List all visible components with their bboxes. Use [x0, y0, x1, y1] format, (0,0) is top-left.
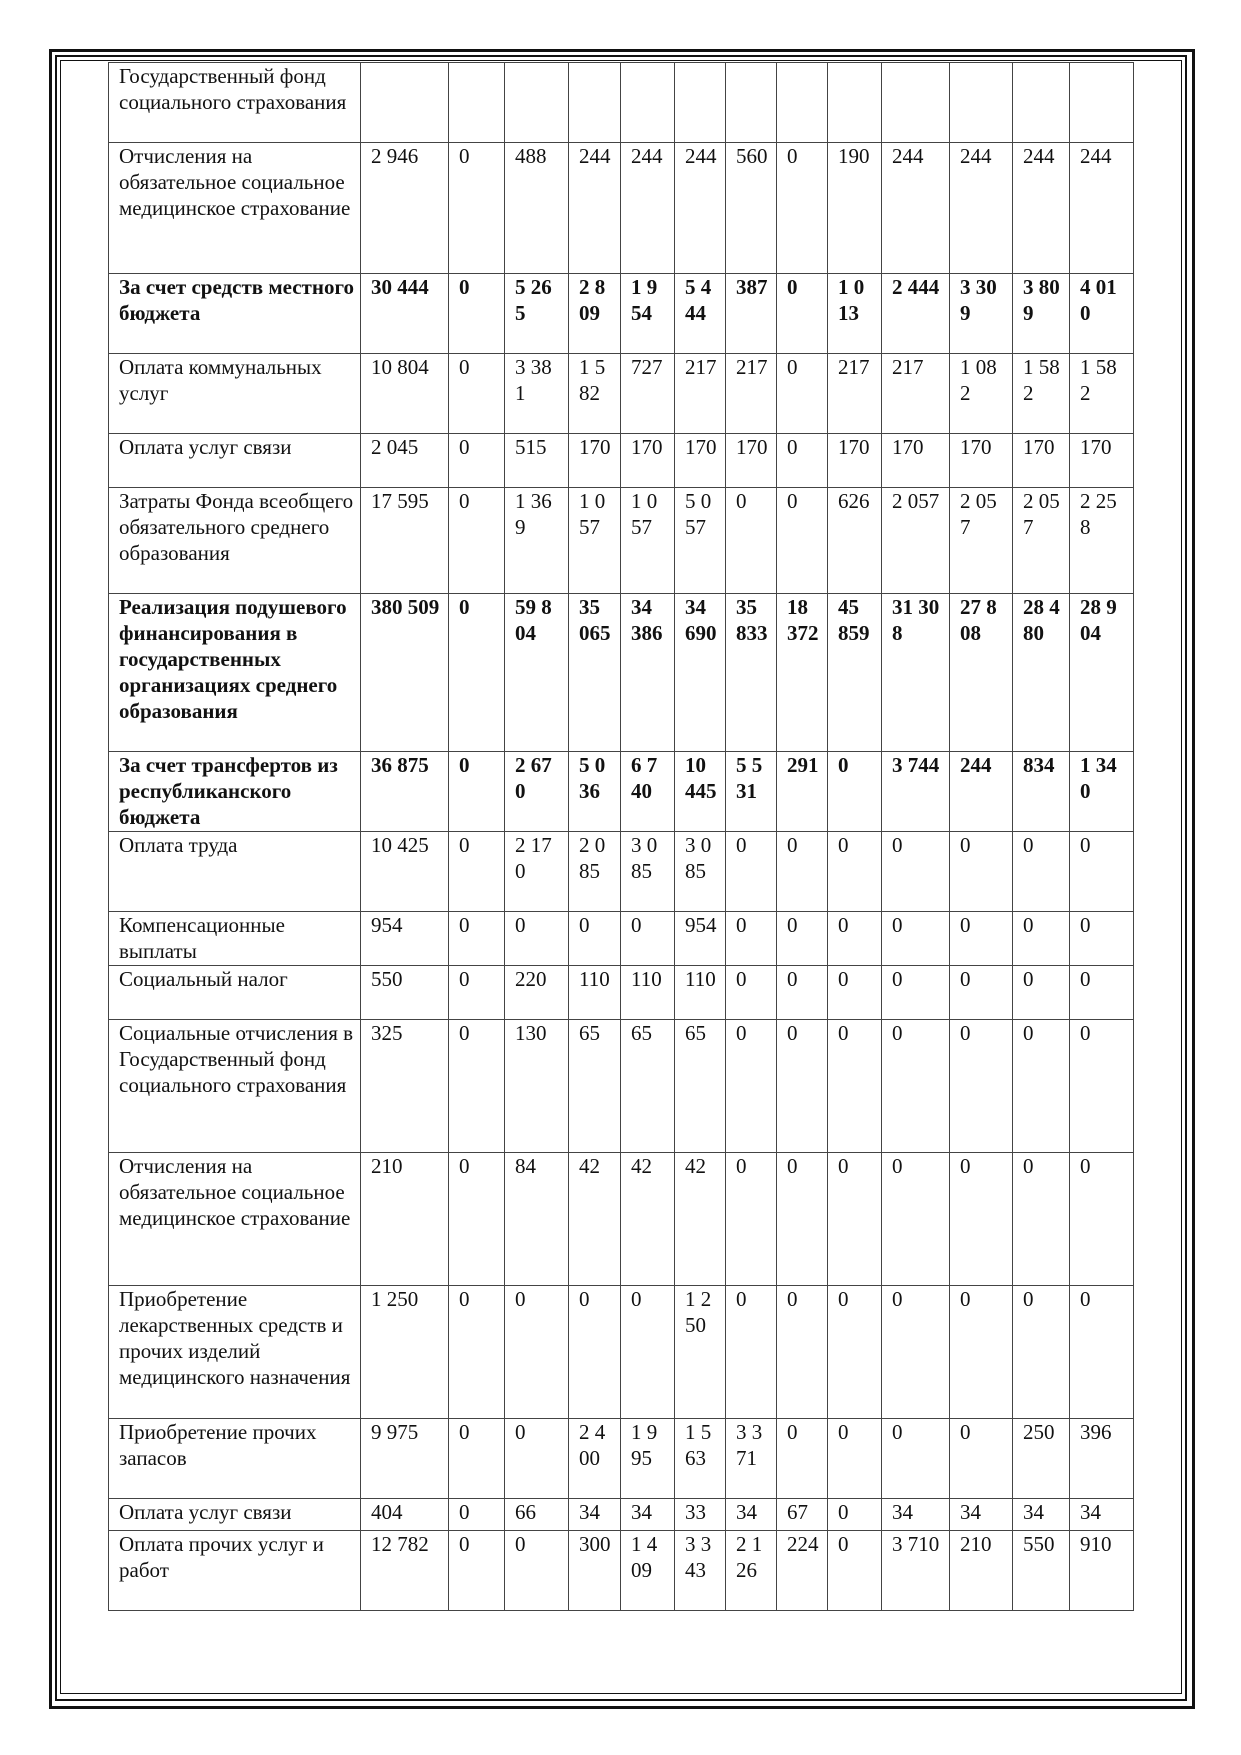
value-cell: 0 [726, 1020, 777, 1153]
value-cell: 250 [1013, 1419, 1070, 1499]
value-cell: 0 [569, 912, 621, 966]
value-cell: 1 013 [828, 274, 882, 354]
value-cell: 0 [449, 1531, 505, 1611]
value-cell: 244 [950, 752, 1013, 832]
value-cell: 0 [828, 1531, 882, 1611]
value-cell: 0 [777, 966, 828, 1020]
table-row [109, 434, 1134, 488]
value-cell: 170 [882, 434, 950, 488]
value-cell: 28 904 [1070, 594, 1134, 752]
value-cell: 0 [449, 1153, 505, 1286]
value-cell: 1 057 [569, 488, 621, 594]
value-cell: 515 [505, 434, 569, 488]
value-cell: 170 [950, 434, 1013, 488]
value-cell: 910 [1070, 1531, 1134, 1611]
value-cell: 0 [449, 1286, 505, 1419]
value-cell: 0 [621, 912, 675, 966]
table-row [109, 143, 1134, 274]
row-label: Оплата труда [109, 832, 361, 912]
value-cell: 396 [1070, 1419, 1134, 1499]
value-cell: 0 [505, 1531, 569, 1611]
value-cell: 0 [950, 1020, 1013, 1153]
value-cell: 2 057 [950, 488, 1013, 594]
value-cell: 300 [569, 1531, 621, 1611]
value-cell: 0 [828, 1419, 882, 1499]
table-row [109, 1499, 1134, 1531]
value-cell: 550 [361, 966, 449, 1020]
value-cell: 0 [726, 1286, 777, 1419]
value-cell: 35 065 [569, 594, 621, 752]
value-cell [1013, 63, 1070, 143]
value-cell: 0 [950, 832, 1013, 912]
value-cell: 0 [882, 1153, 950, 1286]
value-cell: 1 995 [621, 1419, 675, 1499]
value-cell: 0 [828, 752, 882, 832]
value-cell: 10 804 [361, 354, 449, 434]
value-cell: 0 [777, 1419, 828, 1499]
value-cell: 1 563 [675, 1419, 726, 1499]
value-cell: 2 946 [361, 143, 449, 274]
value-cell: 2 809 [569, 274, 621, 354]
value-cell: 3 371 [726, 1419, 777, 1499]
budget-table-body [109, 63, 1134, 1611]
value-cell: 325 [361, 1020, 449, 1153]
value-cell: 3 809 [1013, 274, 1070, 354]
value-cell: 0 [882, 912, 950, 966]
value-cell: 1 250 [361, 1286, 449, 1419]
table-row [109, 752, 1134, 832]
value-cell: 34 [1070, 1499, 1134, 1531]
value-cell [621, 63, 675, 143]
value-cell: 244 [569, 143, 621, 274]
row-label: Реализация подушевого финансирования в государственных организациях среднего образования [109, 594, 361, 752]
table-row [109, 832, 1134, 912]
value-cell: 6 740 [621, 752, 675, 832]
value-cell: 0 [777, 832, 828, 912]
table-row [109, 912, 1134, 966]
value-cell: 217 [675, 354, 726, 434]
value-cell: 5 265 [505, 274, 569, 354]
value-cell: 0 [1070, 1286, 1134, 1419]
value-cell: 2 170 [505, 832, 569, 912]
value-cell: 170 [621, 434, 675, 488]
row-label: За счет средств местного бюджета [109, 274, 361, 354]
value-cell: 110 [621, 966, 675, 1020]
value-cell: 244 [1013, 143, 1070, 274]
value-cell: 34 [621, 1499, 675, 1531]
value-cell: 1 082 [950, 354, 1013, 434]
value-cell: 84 [505, 1153, 569, 1286]
value-cell [828, 63, 882, 143]
value-cell: 18 372 [777, 594, 828, 752]
value-cell: 0 [726, 1153, 777, 1286]
row-label: Компенсационные выплаты [109, 912, 361, 966]
value-cell [505, 63, 569, 143]
value-cell: 0 [777, 354, 828, 434]
table-row [109, 63, 1134, 143]
value-cell: 0 [882, 966, 950, 1020]
table-row [109, 1531, 1134, 1611]
value-cell: 0 [1070, 1153, 1134, 1286]
row-label: Затраты Фонда всеобщего обязательного среднего образования [109, 488, 361, 594]
value-cell: 217 [882, 354, 950, 434]
value-cell: 1 369 [505, 488, 569, 594]
value-cell: 0 [1070, 1020, 1134, 1153]
value-cell: 2 126 [726, 1531, 777, 1611]
value-cell: 45 859 [828, 594, 882, 752]
row-label: Социальный налог [109, 966, 361, 1020]
value-cell: 224 [777, 1531, 828, 1611]
value-cell: 0 [1013, 832, 1070, 912]
value-cell: 2 258 [1070, 488, 1134, 594]
value-cell: 291 [777, 752, 828, 832]
value-cell: 0 [777, 434, 828, 488]
value-cell [675, 63, 726, 143]
value-cell [361, 63, 449, 143]
value-cell: 3 085 [675, 832, 726, 912]
value-cell: 65 [569, 1020, 621, 1153]
value-cell: 34 [569, 1499, 621, 1531]
value-cell: 0 [777, 274, 828, 354]
value-cell: 1 340 [1070, 752, 1134, 832]
value-cell: 27 808 [950, 594, 1013, 752]
value-cell: 0 [449, 488, 505, 594]
value-cell: 0 [882, 1419, 950, 1499]
row-label: Отчисления на обязательное социальное медицинское страхование [109, 143, 361, 274]
value-cell: 34 690 [675, 594, 726, 752]
value-cell: 1 582 [569, 354, 621, 434]
value-cell: 0 [777, 488, 828, 594]
value-cell: 0 [449, 832, 505, 912]
value-cell: 2 057 [1013, 488, 1070, 594]
value-cell: 0 [950, 912, 1013, 966]
value-cell: 110 [569, 966, 621, 1020]
value-cell: 210 [361, 1153, 449, 1286]
value-cell: 0 [777, 1153, 828, 1286]
value-cell: 0 [505, 1286, 569, 1419]
value-cell: 110 [675, 966, 726, 1020]
value-cell: 0 [1013, 1153, 1070, 1286]
value-cell: 0 [449, 434, 505, 488]
value-cell: 42 [569, 1153, 621, 1286]
value-cell: 0 [777, 1286, 828, 1419]
value-cell: 2 045 [361, 434, 449, 488]
value-cell: 0 [828, 1499, 882, 1531]
row-label: Государственный фонд социального страхования [109, 63, 361, 143]
row-label: Оплата коммунальных услуг [109, 354, 361, 434]
row-label: Социальные отчисления в Государственный фонд социального страхования [109, 1020, 361, 1153]
value-cell: 0 [828, 1153, 882, 1286]
table-row [109, 488, 1134, 594]
value-cell: 66 [505, 1499, 569, 1531]
value-cell [1070, 63, 1134, 143]
value-cell: 1 582 [1070, 354, 1134, 434]
value-cell: 59 804 [505, 594, 569, 752]
value-cell: 5 057 [675, 488, 726, 594]
value-cell: 0 [449, 594, 505, 752]
value-cell: 244 [1070, 143, 1134, 274]
value-cell: 36 875 [361, 752, 449, 832]
table-row [109, 1419, 1134, 1499]
table-row [109, 1153, 1134, 1286]
value-cell: 67 [777, 1499, 828, 1531]
row-label: Приобретение прочих запасов [109, 1419, 361, 1499]
value-cell: 1 057 [621, 488, 675, 594]
value-cell: 3 085 [621, 832, 675, 912]
value-cell: 0 [950, 1419, 1013, 1499]
value-cell: 33 [675, 1499, 726, 1531]
value-cell: 42 [621, 1153, 675, 1286]
value-cell: 0 [950, 966, 1013, 1020]
value-cell: 0 [950, 1286, 1013, 1419]
row-label: Оплата услуг связи [109, 434, 361, 488]
value-cell: 42 [675, 1153, 726, 1286]
value-cell: 387 [726, 274, 777, 354]
value-cell: 244 [950, 143, 1013, 274]
value-cell: 190 [828, 143, 882, 274]
value-cell: 65 [621, 1020, 675, 1153]
table-row [109, 594, 1134, 752]
value-cell: 2 085 [569, 832, 621, 912]
value-cell: 380 509 [361, 594, 449, 752]
value-cell: 2 670 [505, 752, 569, 832]
value-cell: 0 [1013, 912, 1070, 966]
value-cell: 30 444 [361, 274, 449, 354]
value-cell: 954 [675, 912, 726, 966]
value-cell: 0 [882, 1286, 950, 1419]
value-cell: 0 [1013, 966, 1070, 1020]
value-cell: 0 [1070, 966, 1134, 1020]
value-cell: 0 [449, 966, 505, 1020]
value-cell: 404 [361, 1499, 449, 1531]
value-cell: 35 833 [726, 594, 777, 752]
value-cell: 0 [726, 966, 777, 1020]
value-cell: 0 [726, 832, 777, 912]
value-cell: 5 036 [569, 752, 621, 832]
value-cell: 1 582 [1013, 354, 1070, 434]
row-label: За счет трансфертов из республиканского бюджета [109, 752, 361, 832]
value-cell: 0 [449, 912, 505, 966]
value-cell: 2 444 [882, 274, 950, 354]
value-cell: 0 [449, 143, 505, 274]
value-cell: 9 975 [361, 1419, 449, 1499]
value-cell: 244 [882, 143, 950, 274]
value-cell: 210 [950, 1531, 1013, 1611]
value-cell: 28 480 [1013, 594, 1070, 752]
value-cell: 1 954 [621, 274, 675, 354]
value-cell: 220 [505, 966, 569, 1020]
value-cell: 12 782 [361, 1531, 449, 1611]
value-cell: 0 [449, 1020, 505, 1153]
value-cell [726, 63, 777, 143]
value-cell: 130 [505, 1020, 569, 1153]
value-cell: 834 [1013, 752, 1070, 832]
value-cell: 727 [621, 354, 675, 434]
value-cell: 10 445 [675, 752, 726, 832]
value-cell: 244 [675, 143, 726, 274]
value-cell: 217 [726, 354, 777, 434]
value-cell: 2 057 [882, 488, 950, 594]
value-cell: 488 [505, 143, 569, 274]
value-cell: 65 [675, 1020, 726, 1153]
value-cell: 34 [726, 1499, 777, 1531]
value-cell: 0 [882, 1020, 950, 1153]
row-label: Отчисления на обязательное социальное медицинское страхование [109, 1153, 361, 1286]
value-cell: 170 [675, 434, 726, 488]
value-cell [882, 63, 950, 143]
value-cell: 3 744 [882, 752, 950, 832]
value-cell: 3 710 [882, 1531, 950, 1611]
value-cell: 0 [828, 966, 882, 1020]
value-cell: 170 [828, 434, 882, 488]
value-cell: 2 400 [569, 1419, 621, 1499]
value-cell: 10 425 [361, 832, 449, 912]
value-cell: 560 [726, 143, 777, 274]
value-cell: 0 [621, 1286, 675, 1419]
value-cell: 34 [1013, 1499, 1070, 1531]
value-cell: 0 [950, 1153, 1013, 1286]
value-cell: 170 [1070, 434, 1134, 488]
value-cell: 0 [828, 1286, 882, 1419]
value-cell: 0 [828, 912, 882, 966]
value-cell: 0 [1070, 832, 1134, 912]
value-cell: 0 [1070, 912, 1134, 966]
value-cell: 3 309 [950, 274, 1013, 354]
value-cell: 4 010 [1070, 274, 1134, 354]
value-cell: 0 [449, 274, 505, 354]
value-cell: 0 [1013, 1020, 1070, 1153]
value-cell: 34 [950, 1499, 1013, 1531]
value-cell: 0 [449, 1419, 505, 1499]
value-cell: 0 [505, 1419, 569, 1499]
table-row [109, 354, 1134, 434]
value-cell: 170 [1013, 434, 1070, 488]
value-cell: 0 [1013, 1286, 1070, 1419]
value-cell: 244 [621, 143, 675, 274]
table-row [109, 1286, 1134, 1419]
value-cell: 0 [828, 1020, 882, 1153]
table-row [109, 1020, 1134, 1153]
value-cell [449, 63, 505, 143]
row-label: Оплата прочих услуг и работ [109, 1531, 361, 1611]
value-cell: 170 [569, 434, 621, 488]
value-cell: 0 [449, 354, 505, 434]
value-cell: 170 [726, 434, 777, 488]
value-cell: 17 595 [361, 488, 449, 594]
value-cell: 0 [449, 1499, 505, 1531]
value-cell: 0 [777, 1020, 828, 1153]
value-cell: 0 [569, 1286, 621, 1419]
value-cell: 34 386 [621, 594, 675, 752]
value-cell: 0 [726, 488, 777, 594]
value-cell: 0 [777, 912, 828, 966]
value-cell: 550 [1013, 1531, 1070, 1611]
value-cell: 0 [505, 912, 569, 966]
value-cell: 0 [726, 912, 777, 966]
value-cell: 1 250 [675, 1286, 726, 1419]
budget-table [108, 62, 1134, 1611]
value-cell [777, 63, 828, 143]
row-label: Оплата услуг связи [109, 1499, 361, 1531]
value-cell: 5 444 [675, 274, 726, 354]
value-cell: 0 [449, 752, 505, 832]
value-cell [569, 63, 621, 143]
value-cell: 954 [361, 912, 449, 966]
row-label: Приобретение лекарственных средств и прочих изделий медицинского назначения [109, 1286, 361, 1419]
value-cell: 0 [882, 832, 950, 912]
value-cell: 0 [828, 832, 882, 912]
value-cell: 0 [777, 143, 828, 274]
value-cell: 5 531 [726, 752, 777, 832]
value-cell: 34 [882, 1499, 950, 1531]
value-cell: 217 [828, 354, 882, 434]
value-cell: 31 308 [882, 594, 950, 752]
value-cell: 3 381 [505, 354, 569, 434]
value-cell: 1 409 [621, 1531, 675, 1611]
value-cell: 3 343 [675, 1531, 726, 1611]
value-cell [950, 63, 1013, 143]
value-cell: 626 [828, 488, 882, 594]
table-row [109, 966, 1134, 1020]
table-row [109, 274, 1134, 354]
